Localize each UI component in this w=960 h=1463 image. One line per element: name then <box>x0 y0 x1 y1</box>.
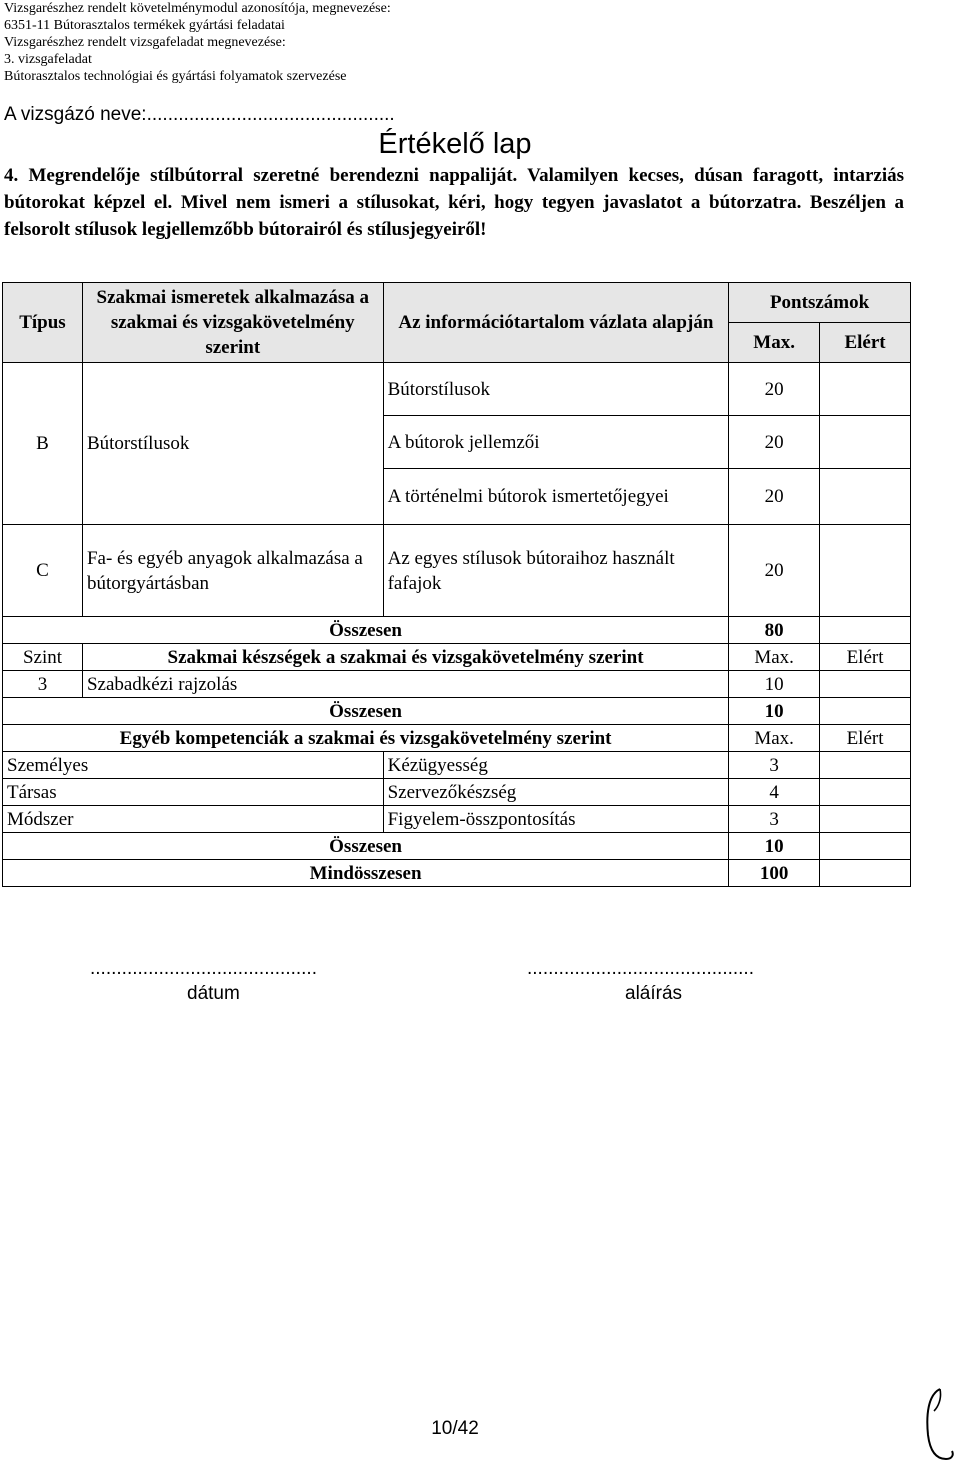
szakmai-cell: Fa- és egyéb anyagok alkalmazása a bútorgyártásban <box>82 525 383 617</box>
signature-dots: ........................................... <box>527 958 754 979</box>
grand-total-row <box>3 860 911 887</box>
competency-category: Módszer <box>3 806 384 833</box>
competency-elert[interactable] <box>820 752 911 779</box>
subtotal-row <box>3 698 911 725</box>
subtotal-elert[interactable] <box>820 833 911 860</box>
subtotal-elert[interactable] <box>820 617 911 644</box>
header-line: 3. vizsgafeladat <box>4 52 92 67</box>
competency-row <box>3 806 911 833</box>
max-cell: 20 <box>729 469 820 525</box>
header-elert: Elért <box>820 323 911 363</box>
elert-cell[interactable] <box>820 416 911 469</box>
header-line: Vizsgarészhez rendelt követelménymodul azonosítója, megnevezése: <box>4 1 391 16</box>
competency-header-row <box>3 725 911 752</box>
competency-row <box>3 752 911 779</box>
skills-header-label: Szakmai készségek a szakmai és vizsgakövetelmény szerint <box>82 644 728 671</box>
skills-elert-header: Elért <box>820 644 911 671</box>
candidate-name-field: A vizsgázó neve:............................................... <box>4 104 395 125</box>
max-cell: 20 <box>729 363 820 416</box>
competency-max-header: Max. <box>729 725 820 752</box>
header-line: Vizsgarészhez rendelt vizsgafeladat megnevezése: <box>4 35 286 50</box>
date-dots: ........................................... <box>90 958 317 979</box>
initials-mark <box>918 1385 958 1463</box>
skills-elert[interactable] <box>820 671 911 698</box>
table-row <box>3 363 911 416</box>
signature-label: aláírás <box>625 983 683 1004</box>
header-info: Az információtartalom vázlata alapján <box>383 283 729 363</box>
info-cell: A történelmi bútorok ismertetőjegyei <box>383 469 729 525</box>
header-pontszamok: Pontszámok <box>729 283 911 323</box>
skills-header-row <box>3 644 911 671</box>
tipus-cell: C <box>3 525 83 617</box>
subtotal-max: 80 <box>729 617 820 644</box>
table-row <box>3 525 911 617</box>
skills-max-header: Max. <box>729 644 820 671</box>
max-cell: 20 <box>729 416 820 469</box>
task-description <box>4 162 904 243</box>
competency-max: 3 <box>729 752 820 779</box>
competency-name: Figyelem-összpontosítás <box>383 806 729 833</box>
skills-szint-header: Szint <box>3 644 83 671</box>
szakmai-cell: Bútorstílusok <box>82 363 383 525</box>
grand-total-elert[interactable] <box>820 860 911 887</box>
subtotal-label: Összesen <box>3 833 729 860</box>
max-cell: 20 <box>729 525 820 617</box>
header-szakmai: Szakmai ismeretek alkalmazása a szakmai és vizsgakövetelmény szerint <box>82 283 383 363</box>
competency-header-label: Egyéb kompetenciák a szakmai és vizsgakövetelmény szerint <box>3 725 729 752</box>
subtotal-label: Összesen <box>3 698 729 725</box>
header-line: Bútorasztalos technológiai és gyártási folyamatok szervezése <box>4 69 347 84</box>
subtotal-row <box>3 833 911 860</box>
subtotal-elert[interactable] <box>820 698 911 725</box>
task-text: Megrendelője stílbútorral szeretné berendezni nappaliját. Valamilyen kecses, dúsan faragott, intarziás bútorokat képzel el. Mivel nem ismeri a stílusokat, kéri, hogy tegyen javaslatot a bútorzatra. Beszéljen a felsorolt stílusok legjellemzőbb bútorairól és stílusjegyeiről! <box>4 165 905 240</box>
page-number: 10/42 <box>431 1418 479 1439</box>
grand-total-label: Mindösszesen <box>3 860 729 887</box>
header-line: 6351-11 Bútorasztalos termékek gyártási feladatai <box>4 18 285 33</box>
info-cell: Bútorstílusok <box>383 363 729 416</box>
subtotal-max: 10 <box>729 698 820 725</box>
skills-max: 10 <box>729 671 820 698</box>
document-header <box>4 0 391 85</box>
info-cell: A bútorok jellemzői <box>383 416 729 469</box>
skills-szint: 3 <box>3 671 83 698</box>
competency-category: Személyes <box>3 752 384 779</box>
tipus-cell: B <box>3 363 83 525</box>
competency-name: Szervezőkészség <box>383 779 729 806</box>
table-header-row <box>3 283 911 323</box>
competency-max: 3 <box>729 806 820 833</box>
info-cell: Az egyes stílusok bútoraihoz használt fafajok <box>383 525 729 617</box>
elert-cell[interactable] <box>820 469 911 525</box>
header-tipus: Típus <box>3 283 83 363</box>
competency-row <box>3 779 911 806</box>
competency-elert-header: Elért <box>820 725 911 752</box>
evaluation-table <box>2 282 911 887</box>
elert-cell[interactable] <box>820 363 911 416</box>
competency-elert[interactable] <box>820 779 911 806</box>
subtotal-row <box>3 617 911 644</box>
task-number: 4. <box>4 165 19 186</box>
date-label: dátum <box>187 983 240 1004</box>
competency-category: Társas <box>3 779 384 806</box>
subtotal-max: 10 <box>729 833 820 860</box>
competency-elert[interactable] <box>820 806 911 833</box>
competency-max: 4 <box>729 779 820 806</box>
elert-cell[interactable] <box>820 525 911 617</box>
subtotal-label: Összesen <box>3 617 729 644</box>
competency-name: Kézügyesség <box>383 752 729 779</box>
skills-row <box>3 671 911 698</box>
page-title <box>0 128 960 161</box>
skills-label: Szabadkézi rajzolás <box>82 671 728 698</box>
header-max: Max. <box>729 323 820 363</box>
page-title-text: Értékelő lap <box>378 128 532 160</box>
grand-total-max: 100 <box>729 860 820 887</box>
